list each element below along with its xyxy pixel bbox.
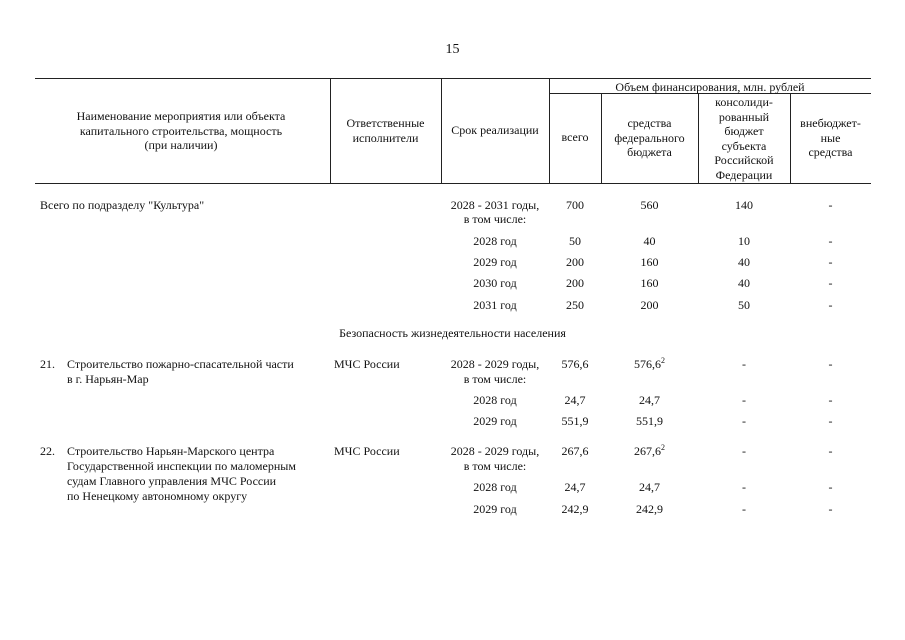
header-line: Наименование мероприятия или объекта [76,109,286,123]
header-line: капитального строительства, мощность [79,123,283,138]
item-name-line: Строительство Нарьян-Марского центра [67,444,275,458]
year-label: 2029 год [473,502,517,516]
header-line: федерального [614,130,685,145]
page-number: 15 [445,42,460,57]
cell-regional: - [742,444,746,458]
cell-total: 24,7 [564,393,586,407]
cell-federal: 200 [640,298,659,312]
cell-extrabudget: - [828,357,833,371]
header-responsible-column [330,116,441,145]
cell-total: 267,6 [561,444,589,458]
item-responsible: МЧС России [334,357,400,371]
header-federal-column [601,116,698,160]
item-name-line: в г. Нарьян-Мар [67,372,149,386]
cell-regional: - [742,393,746,407]
header-extrabudget-column [790,116,871,160]
cell-extrabudget: - [828,393,833,407]
header-regional-column [698,95,790,182]
cell-regional: - [742,480,746,494]
header-line: средства [808,145,853,159]
item-number: 22. [40,444,55,458]
cell-federal: 40 [643,234,656,248]
summary-name: Всего по подразделу "Культура" [40,198,205,212]
year-label: 2028 год [473,480,517,494]
year-label: 2029 год [473,414,517,428]
cell-regional: - [742,502,746,516]
cell-extrabudget: - [828,502,833,516]
item-name-line: Государственной инспекции по маломерным [67,459,296,473]
cell-total: 200 [566,276,584,290]
cell-federal-value: 267,6 [634,444,661,458]
cell-extrabudget: - [828,198,833,212]
header-name-column [35,109,327,153]
summary-period-note: в том числе: [463,212,527,226]
cell-regional: 10 [738,234,750,248]
cell-extrabudget: - [828,255,833,269]
cell-federal: 24,7 [639,480,660,494]
cell-extrabudget: - [828,298,833,312]
header-line: средства [627,116,672,130]
cell-extrabudget: - [828,444,833,458]
header-line: Ответственные [346,116,425,130]
cell-federal: 551,9 [636,414,663,428]
header-line: исполнители [352,130,419,145]
year-label: 2031 год [473,298,517,312]
header-funding-group [549,80,871,95]
summary-period: 2028 - 2031 годы, [450,198,540,212]
section-title: Безопасность жизнедеятельности населения [339,326,566,340]
cell-federal: 24,7 [639,393,660,407]
header-line: (при наличии) [144,138,218,152]
header-line: Российской [714,153,774,167]
cell-regional: 40 [738,255,750,269]
cell-regional: - [742,414,746,428]
item-period-note: в том числе: [463,459,527,473]
cell-total: 200 [566,255,584,269]
cell-federal: 560 [640,198,659,212]
header-line: бюджета [627,145,672,159]
header-line: консолиди- [715,95,773,109]
header-line: Объем финансирования, млн. рублей [615,80,805,94]
item-period: 2028 - 2029 годы, [450,357,540,371]
cell-federal [601,357,698,371]
header-line: внебюджет- [800,116,861,130]
cell-federal: 160 [640,255,659,269]
year-label: 2028 год [473,234,517,248]
header-bottom-rule [35,183,871,184]
cell-extrabudget: - [828,414,833,428]
header-line: Срок реализации [451,123,539,137]
cell-total: 50 [569,234,581,248]
cell-federal-value: 576,6 [634,357,661,371]
header-line: рованный [718,109,770,124]
header-line: ные [820,130,841,145]
year-label: 2028 год [473,393,517,407]
cell-regional: 140 [735,198,753,212]
header-line: Федерации [715,167,773,182]
cell-regional: 50 [738,298,750,312]
item-name-line: Строительство пожарно-спасательной части [67,357,294,371]
cell-total: 576,6 [561,357,589,371]
header-top-rule [35,78,871,79]
cell-total: 250 [566,298,584,312]
cell-total: 24,7 [564,480,586,494]
header-period-column [441,123,549,138]
item-name-line: судам Главного управления МЧС России [67,474,277,488]
year-label: 2030 год [473,276,517,290]
cell-regional: 40 [738,276,750,290]
header-line: бюджет [724,124,764,138]
year-label: 2029 год [473,255,517,269]
cell-federal: 160 [640,276,659,290]
header-line: всего [561,130,589,144]
cell-total: 700 [566,198,584,212]
cell-extrabudget: - [828,276,833,290]
cell-regional: - [742,357,746,371]
header-line: субъекта [721,138,767,153]
cell-total: 242,9 [561,502,589,516]
cell-total: 551,9 [561,414,589,428]
cell-federal [601,444,698,458]
cell-extrabudget: - [828,234,833,248]
item-number: 21. [40,357,55,371]
footnote-marker: 2 [661,356,665,365]
item-period-note: в том числе: [463,372,527,386]
item-period: 2028 - 2029 годы, [450,444,540,458]
item-name-line: по Ненецкому автономному округу [67,489,248,503]
cell-extrabudget: - [828,480,833,494]
item-responsible: МЧС России [334,444,400,458]
cell-federal: 242,9 [636,502,663,516]
header-total-column [549,130,601,145]
footnote-marker: 2 [661,443,665,452]
